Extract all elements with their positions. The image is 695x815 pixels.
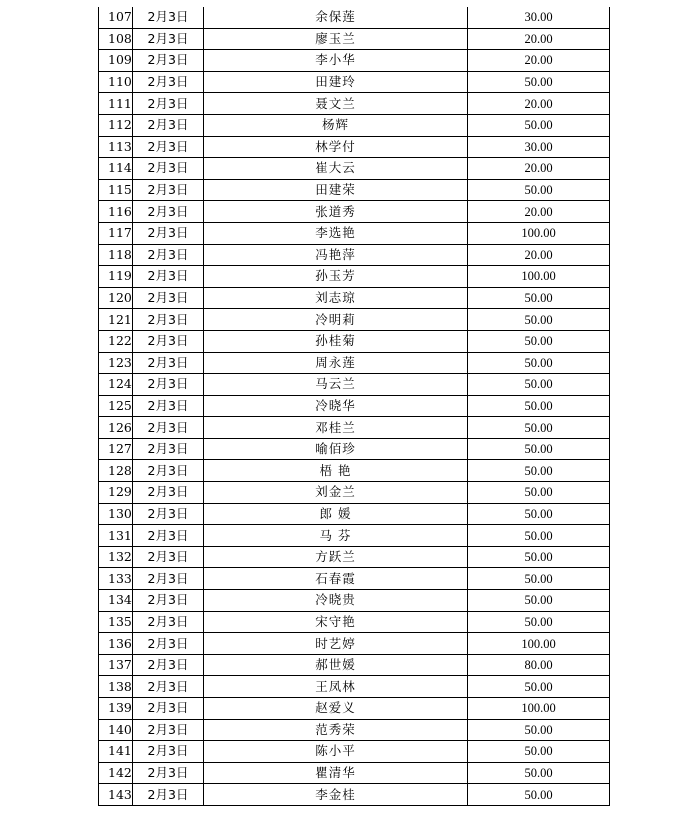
row-date: 2月3日	[133, 50, 204, 72]
row-amount: 50.00	[468, 309, 610, 331]
ledger-table	[98, 7, 610, 806]
table-row	[99, 784, 610, 806]
table-row	[99, 222, 610, 244]
row-date: 2月3日	[133, 503, 204, 525]
row-number: 130	[99, 503, 133, 525]
row-number: 116	[99, 201, 133, 223]
row-date: 2月3日	[133, 654, 204, 676]
row-name: 马 芬	[204, 525, 468, 547]
table-row	[99, 460, 610, 482]
table-row	[99, 676, 610, 698]
row-amount: 30.00	[468, 136, 610, 158]
table-row	[99, 201, 610, 223]
row-amount: 50.00	[468, 71, 610, 93]
row-number: 141	[99, 741, 133, 763]
row-number: 126	[99, 417, 133, 439]
row-number: 142	[99, 762, 133, 784]
row-number: 131	[99, 525, 133, 547]
row-name: 冯艳萍	[204, 244, 468, 266]
row-name: 田建荣	[204, 179, 468, 201]
row-name: 赵爱义	[204, 698, 468, 720]
row-date: 2月3日	[133, 244, 204, 266]
row-number: 134	[99, 590, 133, 612]
row-number: 139	[99, 698, 133, 720]
table-row	[99, 503, 610, 525]
row-amount: 50.00	[468, 503, 610, 525]
row-number: 113	[99, 136, 133, 158]
row-amount: 100.00	[468, 222, 610, 244]
row-amount: 50.00	[468, 417, 610, 439]
row-name: 廖玉兰	[204, 28, 468, 50]
row-name: 聂文兰	[204, 93, 468, 115]
row-number: 121	[99, 309, 133, 331]
table-row	[99, 136, 610, 158]
table-row	[99, 93, 610, 115]
row-date: 2月3日	[133, 93, 204, 115]
row-date: 2月3日	[133, 438, 204, 460]
row-date: 2月3日	[133, 7, 204, 28]
row-name: 余保莲	[204, 7, 468, 28]
row-name: 杨辉	[204, 114, 468, 136]
row-amount: 50.00	[468, 784, 610, 806]
row-number: 128	[99, 460, 133, 482]
row-name: 李金桂	[204, 784, 468, 806]
row-amount: 50.00	[468, 482, 610, 504]
row-name: 孙桂菊	[204, 330, 468, 352]
row-amount: 20.00	[468, 244, 610, 266]
row-date: 2月3日	[133, 460, 204, 482]
row-amount: 50.00	[468, 352, 610, 374]
donation-ledger	[98, 7, 610, 806]
row-number: 112	[99, 114, 133, 136]
row-date: 2月3日	[133, 611, 204, 633]
row-number: 118	[99, 244, 133, 266]
row-date: 2月3日	[133, 287, 204, 309]
row-date: 2月3日	[133, 179, 204, 201]
table-row	[99, 546, 610, 568]
row-name: 范秀荣	[204, 719, 468, 741]
row-name: 刘金兰	[204, 482, 468, 504]
table-row	[99, 741, 610, 763]
table-row	[99, 352, 610, 374]
row-date: 2月3日	[133, 482, 204, 504]
row-name: 孙玉芳	[204, 266, 468, 288]
row-date: 2月3日	[133, 525, 204, 547]
row-name: 周永莲	[204, 352, 468, 374]
table-row	[99, 568, 610, 590]
row-number: 143	[99, 784, 133, 806]
row-date: 2月3日	[133, 266, 204, 288]
row-amount: 50.00	[468, 611, 610, 633]
row-number: 138	[99, 676, 133, 698]
table-row	[99, 287, 610, 309]
row-amount: 100.00	[468, 698, 610, 720]
row-date: 2月3日	[133, 28, 204, 50]
row-name: 马云兰	[204, 374, 468, 396]
table-row	[99, 114, 610, 136]
table-row	[99, 719, 610, 741]
row-name: 宋守艳	[204, 611, 468, 633]
row-amount: 50.00	[468, 395, 610, 417]
row-date: 2月3日	[133, 676, 204, 698]
row-name: 王凤林	[204, 676, 468, 698]
row-number: 114	[99, 158, 133, 180]
table-row	[99, 158, 610, 180]
table-row	[99, 654, 610, 676]
row-date: 2月3日	[133, 352, 204, 374]
row-number: 132	[99, 546, 133, 568]
row-amount: 20.00	[468, 93, 610, 115]
table-row	[99, 71, 610, 93]
table-row	[99, 482, 610, 504]
row-amount: 80.00	[468, 654, 610, 676]
row-name: 梧 艳	[204, 460, 468, 482]
row-date: 2月3日	[133, 158, 204, 180]
row-date: 2月3日	[133, 417, 204, 439]
table-row	[99, 611, 610, 633]
row-date: 2月3日	[133, 741, 204, 763]
row-number: 122	[99, 330, 133, 352]
table-row	[99, 266, 610, 288]
row-amount: 50.00	[468, 525, 610, 547]
row-number: 111	[99, 93, 133, 115]
table-row	[99, 50, 610, 72]
row-date: 2月3日	[133, 784, 204, 806]
row-amount: 20.00	[468, 28, 610, 50]
row-amount: 50.00	[468, 438, 610, 460]
row-name: 喻佰珍	[204, 438, 468, 460]
table-row	[99, 762, 610, 784]
row-amount: 50.00	[468, 374, 610, 396]
row-number: 110	[99, 71, 133, 93]
row-number: 123	[99, 352, 133, 374]
row-name: 李小华	[204, 50, 468, 72]
row-name: 瞿清华	[204, 762, 468, 784]
row-name: 方跃兰	[204, 546, 468, 568]
row-date: 2月3日	[133, 114, 204, 136]
table-row	[99, 633, 610, 655]
row-name: 李选艳	[204, 222, 468, 244]
table-row	[99, 395, 610, 417]
table-row	[99, 525, 610, 547]
row-name: 张道秀	[204, 201, 468, 223]
row-number: 135	[99, 611, 133, 633]
row-date: 2月3日	[133, 136, 204, 158]
row-number: 117	[99, 222, 133, 244]
row-number: 125	[99, 395, 133, 417]
row-name: 陈小平	[204, 741, 468, 763]
row-name: 崔大云	[204, 158, 468, 180]
row-name: 冷晓贵	[204, 590, 468, 612]
row-date: 2月3日	[133, 633, 204, 655]
row-number: 137	[99, 654, 133, 676]
row-amount: 50.00	[468, 719, 610, 741]
row-name: 林学付	[204, 136, 468, 158]
row-number: 115	[99, 179, 133, 201]
row-amount: 20.00	[468, 158, 610, 180]
row-date: 2月3日	[133, 395, 204, 417]
row-date: 2月3日	[133, 201, 204, 223]
row-name: 冷明莉	[204, 309, 468, 331]
row-date: 2月3日	[133, 762, 204, 784]
row-number: 124	[99, 374, 133, 396]
row-name: 时艺婷	[204, 633, 468, 655]
table-row	[99, 438, 610, 460]
ledger-body	[99, 7, 610, 805]
row-date: 2月3日	[133, 309, 204, 331]
row-name: 郎 媛	[204, 503, 468, 525]
row-number: 136	[99, 633, 133, 655]
row-number: 108	[99, 28, 133, 50]
row-amount: 100.00	[468, 633, 610, 655]
table-row	[99, 330, 610, 352]
row-amount: 50.00	[468, 676, 610, 698]
row-number: 109	[99, 50, 133, 72]
table-row	[99, 7, 610, 28]
row-date: 2月3日	[133, 71, 204, 93]
row-amount: 50.00	[468, 546, 610, 568]
row-number: 133	[99, 568, 133, 590]
row-amount: 50.00	[468, 287, 610, 309]
row-amount: 50.00	[468, 568, 610, 590]
row-name: 刘志琼	[204, 287, 468, 309]
table-row	[99, 309, 610, 331]
row-amount: 50.00	[468, 179, 610, 201]
row-date: 2月3日	[133, 590, 204, 612]
row-date: 2月3日	[133, 374, 204, 396]
row-number: 119	[99, 266, 133, 288]
table-row	[99, 374, 610, 396]
row-name: 冷晓华	[204, 395, 468, 417]
row-name: 石春霞	[204, 568, 468, 590]
table-row	[99, 28, 610, 50]
row-name: 邓桂兰	[204, 417, 468, 439]
row-amount: 50.00	[468, 762, 610, 784]
row-number: 120	[99, 287, 133, 309]
row-number: 129	[99, 482, 133, 504]
row-date: 2月3日	[133, 698, 204, 720]
row-amount: 50.00	[468, 741, 610, 763]
row-number: 140	[99, 719, 133, 741]
row-date: 2月3日	[133, 330, 204, 352]
table-row	[99, 590, 610, 612]
table-row	[99, 698, 610, 720]
row-number: 127	[99, 438, 133, 460]
row-amount: 50.00	[468, 330, 610, 352]
row-amount: 30.00	[468, 7, 610, 28]
row-amount: 50.00	[468, 590, 610, 612]
table-row	[99, 179, 610, 201]
row-amount: 100.00	[468, 266, 610, 288]
row-amount: 20.00	[468, 50, 610, 72]
row-date: 2月3日	[133, 222, 204, 244]
row-name: 郝世媛	[204, 654, 468, 676]
row-date: 2月3日	[133, 568, 204, 590]
row-amount: 50.00	[468, 114, 610, 136]
row-date: 2月3日	[133, 546, 204, 568]
row-date: 2月3日	[133, 719, 204, 741]
table-row	[99, 244, 610, 266]
table-row	[99, 417, 610, 439]
row-number: 107	[99, 7, 133, 28]
row-amount: 50.00	[468, 460, 610, 482]
row-amount: 20.00	[468, 201, 610, 223]
row-name: 田建玲	[204, 71, 468, 93]
